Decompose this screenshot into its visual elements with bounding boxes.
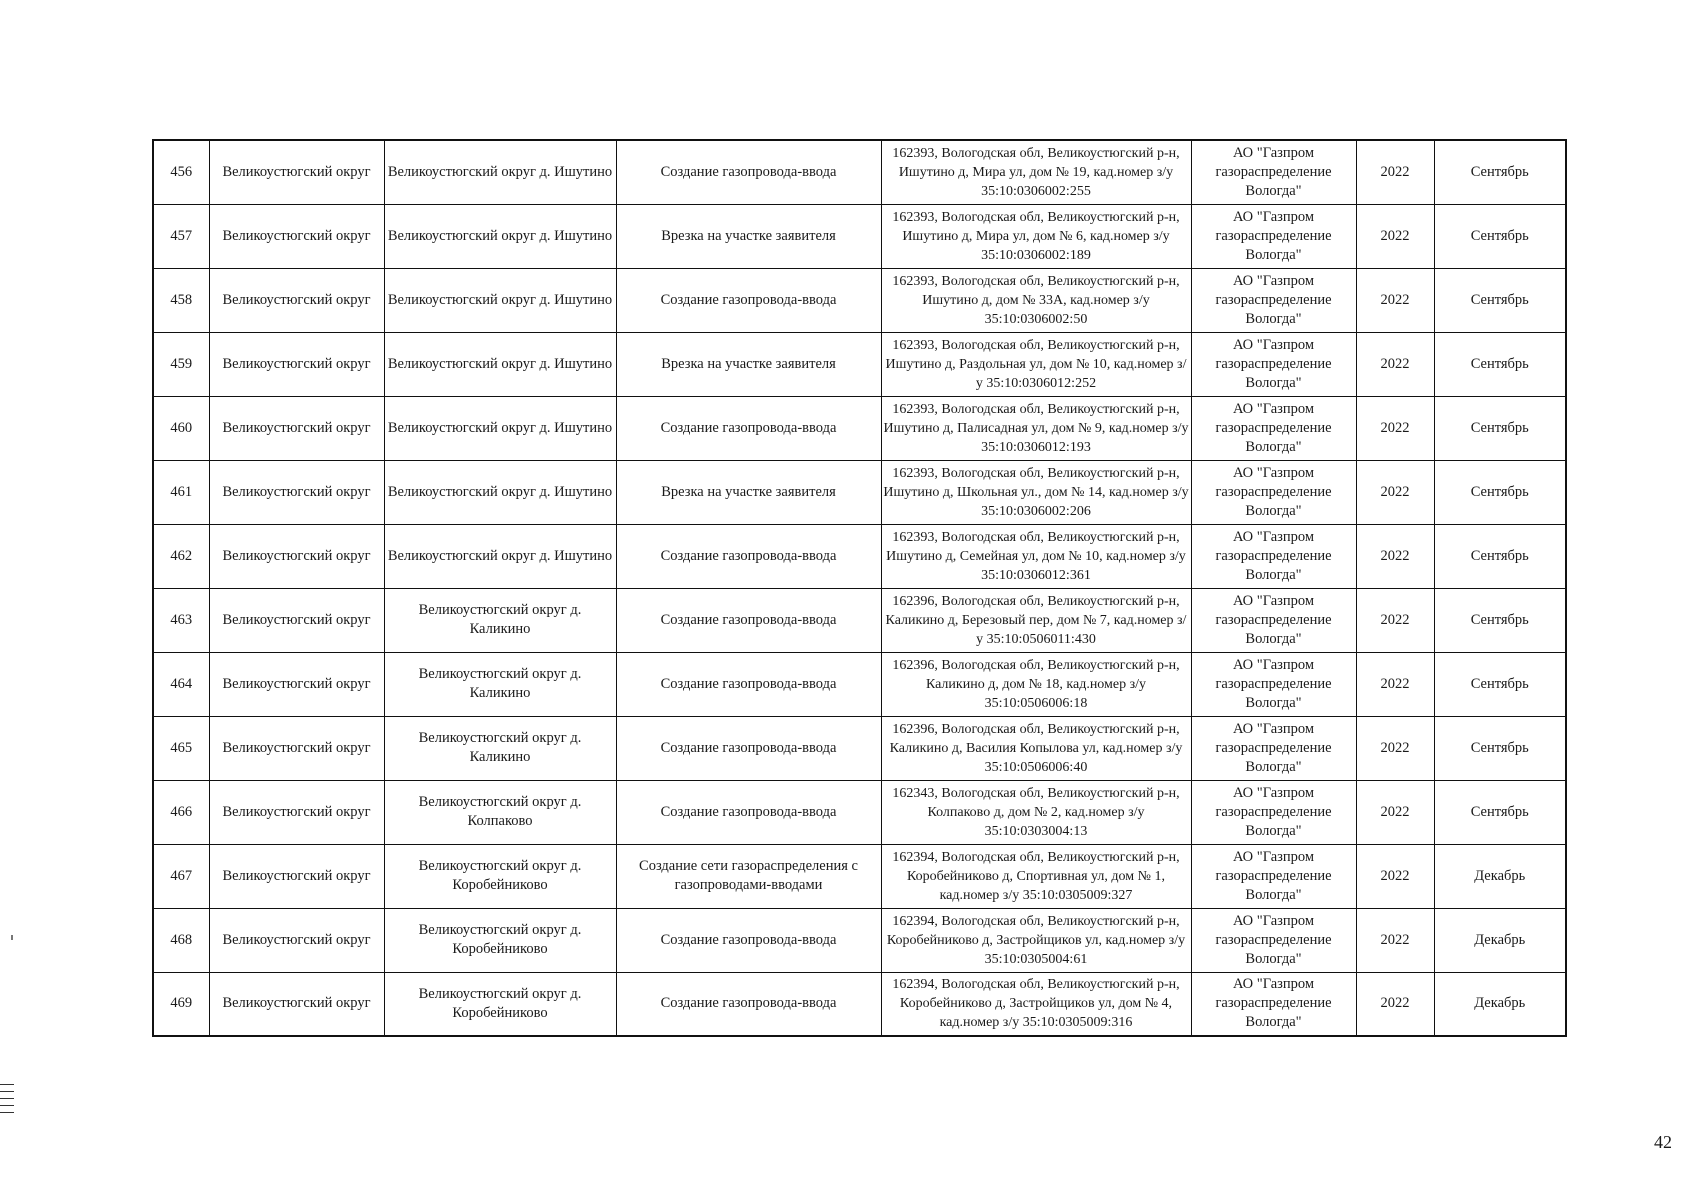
district-cell: Великоустюгский округ bbox=[209, 844, 384, 908]
work-type-cell: Создание газопровода-ввода bbox=[616, 652, 881, 716]
settlement-cell: Великоустюгский округ д. Ишутино bbox=[384, 396, 616, 460]
row-number-cell: 461 bbox=[153, 460, 209, 524]
scan-artifact-line bbox=[0, 1105, 14, 1106]
month-cell: Декабрь bbox=[1434, 844, 1566, 908]
month-cell: Сентябрь bbox=[1434, 332, 1566, 396]
table-row bbox=[153, 140, 1566, 204]
year-cell: 2022 bbox=[1356, 460, 1434, 524]
settlement-cell: Великоустюгский округ д. Ишутино bbox=[384, 460, 616, 524]
year-cell: 2022 bbox=[1356, 844, 1434, 908]
year-cell: 2022 bbox=[1356, 332, 1434, 396]
district-cell: Великоустюгский округ bbox=[209, 780, 384, 844]
address-cell: 162396, Вологодская обл, Великоустюгский р-н, Каликино д, дом № 18, кад.номер з/у 35:10:0506006:18 bbox=[881, 652, 1191, 716]
work-type-cell: Врезка на участке заявителя bbox=[616, 204, 881, 268]
table-row bbox=[153, 204, 1566, 268]
district-cell: Великоустюгский округ bbox=[209, 652, 384, 716]
scan-artifact-line bbox=[0, 1112, 14, 1113]
address-cell: 162393, Вологодская обл, Великоустюгский р-н, Ишутино д, дом № 33А, кад.номер з/у 35:10:0306002:50 bbox=[881, 268, 1191, 332]
district-cell: Великоустюгский округ bbox=[209, 588, 384, 652]
address-cell: 162394, Вологодская обл, Великоустюгский р-н, Коробейниково д, Застройщиков ул, дом № 4, кад.номер з/у 35:10:0305009:316 bbox=[881, 972, 1191, 1036]
organization-cell: АО "Газпром газораспределение Вологда" bbox=[1191, 844, 1356, 908]
district-cell: Великоустюгский округ bbox=[209, 972, 384, 1036]
address-cell: 162393, Вологодская обл, Великоустюгский р-н, Ишутино д, Раздольная ул, дом № 10, кад.номер з/у 35:10:0306012:252 bbox=[881, 332, 1191, 396]
organization-cell: АО "Газпром газораспределение Вологда" bbox=[1191, 332, 1356, 396]
table-row bbox=[153, 460, 1566, 524]
organization-cell: АО "Газпром газораспределение Вологда" bbox=[1191, 716, 1356, 780]
year-cell: 2022 bbox=[1356, 140, 1434, 204]
settlement-cell: Великоустюгский округ д. Ишутино bbox=[384, 524, 616, 588]
organization-cell: АО "Газпром газораспределение Вологда" bbox=[1191, 652, 1356, 716]
organization-cell: АО "Газпром газораспределение Вологда" bbox=[1191, 524, 1356, 588]
row-number-cell: 469 bbox=[153, 972, 209, 1036]
scan-artifact-dot bbox=[11, 935, 13, 940]
scan-artifact-line bbox=[0, 1091, 14, 1092]
table-row bbox=[153, 332, 1566, 396]
work-type-cell: Создание газопровода-ввода bbox=[616, 588, 881, 652]
row-number-cell: 458 bbox=[153, 268, 209, 332]
address-cell: 162393, Вологодская обл, Великоустюгский р-н, Ишутино д, Палисадная ул, дом № 9, кад.номер з/у 35:10:0306012:193 bbox=[881, 396, 1191, 460]
row-number-cell: 464 bbox=[153, 652, 209, 716]
work-type-cell: Создание газопровода-ввода bbox=[616, 396, 881, 460]
organization-cell: АО "Газпром газораспределение Вологда" bbox=[1191, 268, 1356, 332]
district-cell: Великоустюгский округ bbox=[209, 908, 384, 972]
work-type-cell: Врезка на участке заявителя bbox=[616, 332, 881, 396]
address-cell: 162393, Вологодская обл, Великоустюгский р-н, Ишутино д, Семейная ул, дом № 10, кад.номер з/у 35:10:0306012:361 bbox=[881, 524, 1191, 588]
row-number-cell: 465 bbox=[153, 716, 209, 780]
organization-cell: АО "Газпром газораспределение Вологда" bbox=[1191, 780, 1356, 844]
settlement-cell: Великоустюгский округ д. Ишутино bbox=[384, 268, 616, 332]
year-cell: 2022 bbox=[1356, 972, 1434, 1036]
row-number-cell: 457 bbox=[153, 204, 209, 268]
work-type-cell: Создание газопровода-ввода bbox=[616, 524, 881, 588]
year-cell: 2022 bbox=[1356, 396, 1434, 460]
month-cell: Декабрь bbox=[1434, 972, 1566, 1036]
settlement-cell: Великоустюгский округ д. Коробейниково bbox=[384, 972, 616, 1036]
table-row bbox=[153, 716, 1566, 780]
work-type-cell: Создание газопровода-ввода bbox=[616, 268, 881, 332]
month-cell: Декабрь bbox=[1434, 908, 1566, 972]
organization-cell: АО "Газпром газораспределение Вологда" bbox=[1191, 588, 1356, 652]
row-number-cell: 467 bbox=[153, 844, 209, 908]
address-cell: 162396, Вологодская обл, Великоустюгский р-н, Каликино д, Березовый пер, дом № 7, кад.номер з/у 35:10:0506011:430 bbox=[881, 588, 1191, 652]
organization-cell: АО "Газпром газораспределение Вологда" bbox=[1191, 140, 1356, 204]
row-number-cell: 459 bbox=[153, 332, 209, 396]
address-cell: 162394, Вологодская обл, Великоустюгский р-н, Коробейниково д, Застройщиков ул, кад.номер з/у 35:10:0305004:61 bbox=[881, 908, 1191, 972]
settlement-cell: Великоустюгский округ д. Колпаково bbox=[384, 780, 616, 844]
work-type-cell: Создание газопровода-ввода bbox=[616, 972, 881, 1036]
organization-cell: АО "Газпром газораспределение Вологда" bbox=[1191, 460, 1356, 524]
settlement-cell: Великоустюгский округ д. Ишутино bbox=[384, 140, 616, 204]
settlement-cell: Великоустюгский округ д. Коробейниково bbox=[384, 844, 616, 908]
work-type-cell: Создание сети газораспределения с газопроводами-вводами bbox=[616, 844, 881, 908]
gasification-schedule-table bbox=[152, 139, 1567, 1037]
month-cell: Сентябрь bbox=[1434, 524, 1566, 588]
work-type-cell: Создание газопровода-ввода bbox=[616, 780, 881, 844]
month-cell: Сентябрь bbox=[1434, 652, 1566, 716]
table-body bbox=[153, 140, 1566, 1036]
district-cell: Великоустюгский округ bbox=[209, 396, 384, 460]
table-row bbox=[153, 780, 1566, 844]
table-row bbox=[153, 972, 1566, 1036]
work-type-cell: Создание газопровода-ввода bbox=[616, 716, 881, 780]
address-cell: 162394, Вологодская обл, Великоустюгский р-н, Коробейниково д, Спортивная ул, дом № 1, кад.номер з/у 35:10:0305009:327 bbox=[881, 844, 1191, 908]
table-row bbox=[153, 396, 1566, 460]
work-type-cell: Создание газопровода-ввода bbox=[616, 908, 881, 972]
page-number: 42 bbox=[1654, 1132, 1672, 1152]
row-number-cell: 463 bbox=[153, 588, 209, 652]
district-cell: Великоустюгский округ bbox=[209, 716, 384, 780]
scan-artifact-line bbox=[0, 1084, 14, 1085]
month-cell: Сентябрь bbox=[1434, 780, 1566, 844]
year-cell: 2022 bbox=[1356, 908, 1434, 972]
row-number-cell: 466 bbox=[153, 780, 209, 844]
month-cell: Сентябрь bbox=[1434, 460, 1566, 524]
district-cell: Великоустюгский округ bbox=[209, 332, 384, 396]
district-cell: Великоустюгский округ bbox=[209, 524, 384, 588]
organization-cell: АО "Газпром газораспределение Вологда" bbox=[1191, 972, 1356, 1036]
address-cell: 162393, Вологодская обл, Великоустюгский р-н, Ишутино д, Мира ул, дом № 6, кад.номер з/у 35:10:0306002:189 bbox=[881, 204, 1191, 268]
settlement-cell: Великоустюгский округ д. Каликино bbox=[384, 652, 616, 716]
row-number-cell: 460 bbox=[153, 396, 209, 460]
table-row bbox=[153, 588, 1566, 652]
table-row bbox=[153, 908, 1566, 972]
month-cell: Сентябрь bbox=[1434, 268, 1566, 332]
organization-cell: АО "Газпром газораспределение Вологда" bbox=[1191, 396, 1356, 460]
address-cell: 162393, Вологодская обл, Великоустюгский р-н, Ишутино д, Школьная ул., дом № 14, кад.номер з/у 35:10:0306002:206 bbox=[881, 460, 1191, 524]
work-type-cell: Создание газопровода-ввода bbox=[616, 140, 881, 204]
district-cell: Великоустюгский округ bbox=[209, 460, 384, 524]
row-number-cell: 468 bbox=[153, 908, 209, 972]
row-number-cell: 456 bbox=[153, 140, 209, 204]
address-cell: 162343, Вологодская обл, Великоустюгский р-н, Колпаково д, дом № 2, кад.номер з/у 35:10:0303004:13 bbox=[881, 780, 1191, 844]
month-cell: Сентябрь bbox=[1434, 588, 1566, 652]
row-number-cell: 462 bbox=[153, 524, 209, 588]
table-row bbox=[153, 268, 1566, 332]
year-cell: 2022 bbox=[1356, 780, 1434, 844]
organization-cell: АО "Газпром газораспределение Вологда" bbox=[1191, 204, 1356, 268]
settlement-cell: Великоустюгский округ д. Каликино bbox=[384, 588, 616, 652]
year-cell: 2022 bbox=[1356, 652, 1434, 716]
address-cell: 162396, Вологодская обл, Великоустюгский р-н, Каликино д, Василия Копылова ул, кад.номер з/у 35:10:0506006:40 bbox=[881, 716, 1191, 780]
month-cell: Сентябрь bbox=[1434, 396, 1566, 460]
settlement-cell: Великоустюгский округ д. Коробейниково bbox=[384, 908, 616, 972]
scan-artifact-line bbox=[0, 1098, 14, 1099]
address-cell: 162393, Вологодская обл, Великоустюгский р-н, Ишутино д, Мира ул, дом № 19, кад.номер з/у 35:10:0306002:255 bbox=[881, 140, 1191, 204]
month-cell: Сентябрь bbox=[1434, 140, 1566, 204]
settlement-cell: Великоустюгский округ д. Ишутино bbox=[384, 332, 616, 396]
settlement-cell: Великоустюгский округ д. Каликино bbox=[384, 716, 616, 780]
table-row bbox=[153, 652, 1566, 716]
year-cell: 2022 bbox=[1356, 268, 1434, 332]
year-cell: 2022 bbox=[1356, 588, 1434, 652]
month-cell: Сентябрь bbox=[1434, 716, 1566, 780]
work-type-cell: Врезка на участке заявителя bbox=[616, 460, 881, 524]
table-row bbox=[153, 844, 1566, 908]
organization-cell: АО "Газпром газораспределение Вологда" bbox=[1191, 908, 1356, 972]
table-row bbox=[153, 524, 1566, 588]
year-cell: 2022 bbox=[1356, 716, 1434, 780]
month-cell: Сентябрь bbox=[1434, 204, 1566, 268]
year-cell: 2022 bbox=[1356, 204, 1434, 268]
district-cell: Великоустюгский округ bbox=[209, 268, 384, 332]
district-cell: Великоустюгский округ bbox=[209, 204, 384, 268]
settlement-cell: Великоустюгский округ д. Ишутино bbox=[384, 204, 616, 268]
district-cell: Великоустюгский округ bbox=[209, 140, 384, 204]
year-cell: 2022 bbox=[1356, 524, 1434, 588]
